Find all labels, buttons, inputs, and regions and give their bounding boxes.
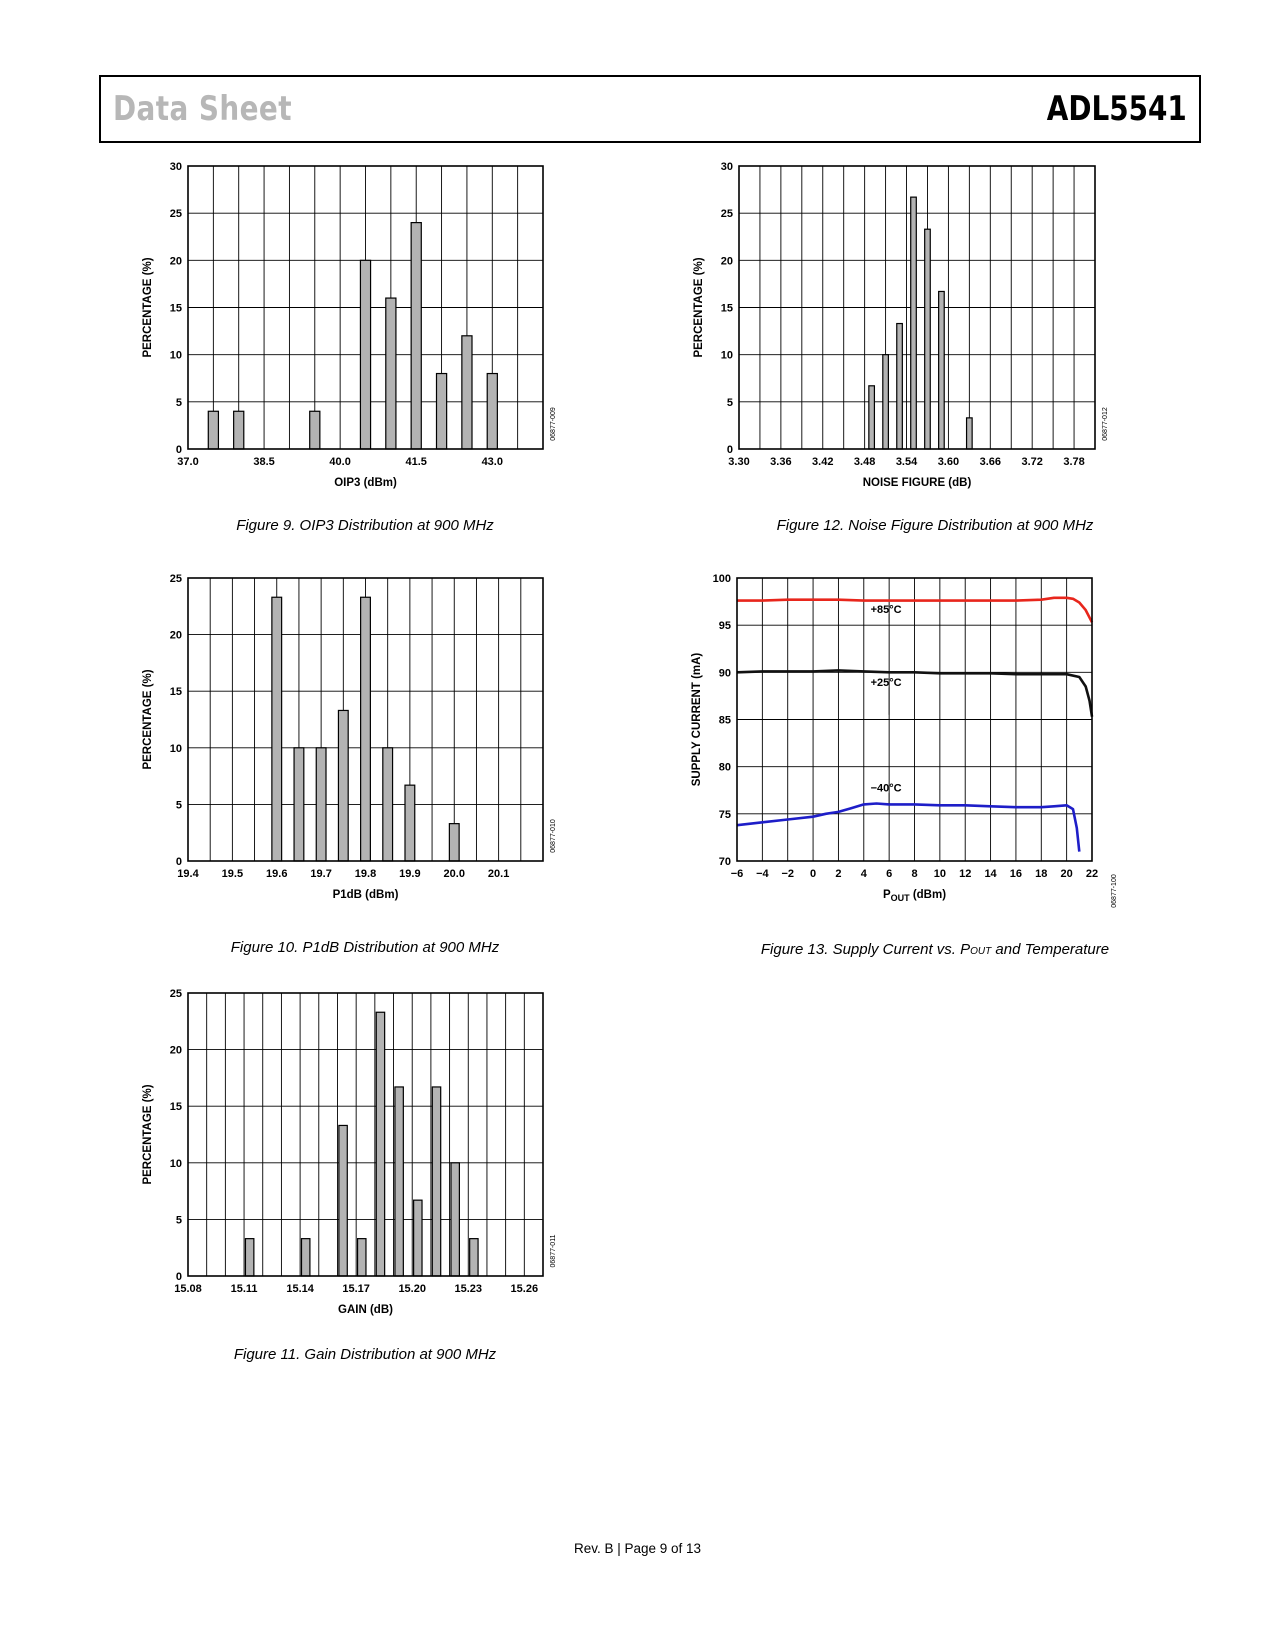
bar — [316, 748, 326, 861]
x-tick-label: 15.11 — [230, 1283, 258, 1295]
y-axis-title: PERCENTAGE (%) — [142, 257, 154, 358]
y-tick-label: 20 — [169, 255, 182, 268]
x-tick-label: 19.7 — [310, 868, 332, 880]
figure-11-caption-text: Figure 11. Gain Distribution at 900 MHz — [233, 1346, 497, 1363]
y-tick-label: 20 — [169, 1044, 182, 1057]
bar — [361, 597, 371, 861]
figure-9-caption-text: Figure 9. OIP3 Distribution at 900 MHz — [236, 517, 494, 534]
y-tick-label: 25 — [169, 208, 182, 221]
x-tick-label: 20.0 — [443, 868, 465, 880]
y-tick-label: 0 — [175, 856, 182, 868]
figure-13-caption-prefix: Figure 13. Supply Current vs. P — [760, 941, 971, 958]
y-tick-label: 90 — [718, 667, 731, 680]
series-annotation-label: +85°C — [870, 604, 902, 617]
figure-10-caption — [155, 939, 575, 956]
plot-frame — [188, 993, 543, 1276]
y-tick-label: 15 — [169, 1101, 182, 1114]
figure-code: 06877-011 — [550, 1234, 557, 1268]
supply-current-chart — [691, 570, 1175, 930]
x-tick-label: 3.54 — [895, 456, 918, 468]
x-tick-label: 15.23 — [454, 1283, 483, 1295]
x-tick-label: 8 — [911, 868, 918, 880]
y-tick-label: 0 — [175, 1271, 182, 1283]
x-tick-label: 3.60 — [937, 456, 960, 468]
page-header — [99, 75, 1201, 143]
x-tick-label: −6 — [730, 868, 744, 880]
figure-13-caption-suffix: and Temperature — [991, 941, 1110, 958]
x-tick-label: 19.9 — [399, 868, 421, 880]
bar — [939, 291, 945, 449]
x-tick-label: 41.5 — [405, 456, 427, 468]
y-tick-label: 25 — [720, 208, 733, 221]
y-tick-label: 20 — [169, 629, 182, 642]
x-tick-label: 19.6 — [266, 868, 288, 880]
x-tick-label: 0 — [810, 868, 817, 880]
bar — [376, 1012, 384, 1276]
y-tick-label: 30 — [169, 161, 182, 173]
document-type-label: Data Sheet — [113, 89, 292, 129]
x-tick-label: 3.72 — [1021, 456, 1043, 468]
bar — [383, 748, 393, 861]
x-tick-label: 40.0 — [329, 456, 351, 468]
bar — [411, 223, 421, 449]
bar — [294, 748, 304, 861]
bar — [925, 229, 931, 449]
x-tick-label: 6 — [886, 868, 893, 880]
bar — [208, 411, 218, 449]
y-tick-label: 85 — [718, 714, 731, 727]
x-axis-title: OIP3 (dBm) — [334, 477, 397, 489]
x-tick-label: 43.0 — [481, 456, 503, 468]
y-axis-title: PERCENTAGE (%) — [142, 669, 154, 770]
y-tick-label: 5 — [175, 1214, 182, 1227]
x-axis-title-suffix: (dBm) — [909, 889, 947, 901]
figure-13-caption-subscript: OUT — [970, 946, 992, 957]
x-tick-label: −2 — [781, 868, 794, 880]
x-tick-label: 3.78 — [1063, 456, 1085, 468]
x-tick-label: 12 — [959, 868, 972, 880]
y-tick-label: 0 — [726, 444, 733, 456]
bar — [911, 197, 917, 449]
figure-code: 06877-012 — [1102, 407, 1109, 441]
x-tick-label: 20 — [1060, 868, 1073, 880]
x-tick-label: 15.08 — [174, 1283, 202, 1295]
x-tick-label: 19.5 — [221, 868, 244, 880]
y-tick-label: 5 — [175, 396, 182, 409]
series-annotation-label: +25°C — [870, 676, 902, 689]
bar — [245, 1239, 253, 1276]
x-tick-label: 3.30 — [728, 456, 750, 468]
gain-distribution-chart — [135, 990, 575, 1340]
x-tick-label: 15.26 — [510, 1283, 539, 1295]
bar — [897, 324, 903, 449]
x-axis-title-subscript: OUT — [890, 893, 910, 903]
x-axis-title: GAIN (dB) — [338, 1304, 393, 1316]
y-tick-label: 75 — [718, 808, 731, 821]
bar — [462, 336, 472, 449]
x-axis-title-main: P — [882, 889, 891, 901]
y-tick-label: 80 — [718, 761, 731, 774]
y-tick-label: 5 — [726, 396, 733, 409]
y-tick-label: 25 — [169, 988, 182, 1000]
x-tick-label: 18 — [1035, 868, 1048, 880]
y-axis-title: SUPPLY CURRENT (mA) — [691, 652, 703, 787]
figure-code: 06877-100 — [1111, 874, 1118, 908]
bar — [414, 1200, 422, 1276]
x-tick-label: 19.4 — [177, 868, 199, 880]
x-tick-label: 15.14 — [286, 1283, 314, 1295]
x-tick-label: 15.17 — [342, 1283, 370, 1295]
y-tick-label: 20 — [720, 255, 733, 268]
bar — [338, 710, 348, 861]
x-tick-label: 22 — [1085, 868, 1099, 880]
x-tick-label: 3.42 — [812, 456, 834, 468]
bar — [883, 355, 889, 449]
y-tick-label: 10 — [169, 742, 182, 755]
series-line-2 — [737, 804, 1079, 852]
bar — [358, 1239, 366, 1276]
figure-12-caption-text: Figure 12. Noise Figure Distribution at 900 MHz — [776, 517, 1094, 534]
bar — [386, 298, 396, 449]
figure-10-caption-text: Figure 10. P1dB Distribution at 900 MHz — [230, 939, 500, 956]
x-axis-title — [883, 889, 946, 903]
y-tick-label: 70 — [718, 856, 731, 868]
y-tick-label: 10 — [169, 1157, 182, 1170]
x-tick-label: 3.66 — [979, 456, 1002, 468]
bar — [451, 1163, 459, 1276]
x-tick-label: 16 — [1009, 868, 1023, 880]
y-tick-label: 10 — [720, 349, 733, 362]
x-tick-label: 19.8 — [354, 868, 377, 880]
bar — [339, 1125, 347, 1276]
figure-code: 06877-009 — [550, 407, 557, 441]
x-tick-label: −4 — [756, 868, 769, 880]
bar — [437, 374, 447, 449]
y-tick-label: 100 — [712, 573, 731, 585]
bar — [360, 260, 370, 449]
bar — [967, 418, 973, 449]
y-tick-label: 95 — [718, 620, 731, 633]
x-tick-label: 3.36 — [770, 456, 792, 468]
bar — [432, 1087, 440, 1276]
part-number-title: ADL5541 — [1046, 89, 1187, 129]
y-tick-label: 0 — [175, 444, 182, 456]
y-tick-label: 15 — [169, 686, 182, 699]
x-axis-title: P1dB (dBm) — [332, 889, 399, 901]
figure-code: 06877-010 — [550, 819, 557, 853]
bar — [470, 1239, 478, 1276]
page-footer: Rev. B | Page 9 of 13 — [573, 1541, 702, 1556]
y-tick-label: 25 — [169, 573, 182, 585]
x-tick-label: 4 — [860, 868, 867, 880]
x-tick-label: 3.48 — [853, 456, 876, 468]
x-tick-label: 37.0 — [177, 456, 199, 468]
bar — [272, 597, 282, 861]
p1db-distribution-chart — [135, 570, 575, 920]
x-tick-label: 20.1 — [487, 868, 510, 880]
x-tick-label: 2 — [835, 868, 842, 880]
x-tick-label: 14 — [984, 868, 997, 880]
bar — [310, 411, 320, 449]
x-axis-title: NOISE FIGURE (dB) — [862, 477, 972, 489]
figure-13-caption — [725, 941, 1145, 958]
y-axis-title: PERCENTAGE (%) — [693, 257, 705, 358]
x-tick-label: 15.20 — [398, 1283, 426, 1295]
noise-figure-distribution-chart — [693, 160, 1150, 510]
figure-11-caption — [155, 1346, 575, 1363]
bar — [487, 374, 497, 449]
bar — [869, 386, 875, 449]
figure-12-caption — [725, 517, 1145, 534]
series-annotation-label: −40°C — [870, 782, 902, 795]
figure-9-caption — [155, 517, 575, 534]
y-axis-title: PERCENTAGE (%) — [142, 1084, 154, 1185]
y-tick-label: 15 — [720, 302, 733, 315]
x-tick-label: 38.5 — [253, 456, 275, 468]
x-tick-label: 10 — [933, 868, 946, 880]
y-tick-label: 30 — [720, 161, 733, 173]
bar — [302, 1239, 310, 1276]
bar — [395, 1087, 403, 1276]
y-tick-label: 15 — [169, 302, 182, 315]
oip3-distribution-chart — [135, 160, 575, 510]
bar — [234, 411, 244, 449]
y-tick-label: 5 — [175, 799, 182, 812]
bar — [405, 785, 415, 861]
y-tick-label: 10 — [169, 349, 182, 362]
bar — [449, 824, 459, 861]
